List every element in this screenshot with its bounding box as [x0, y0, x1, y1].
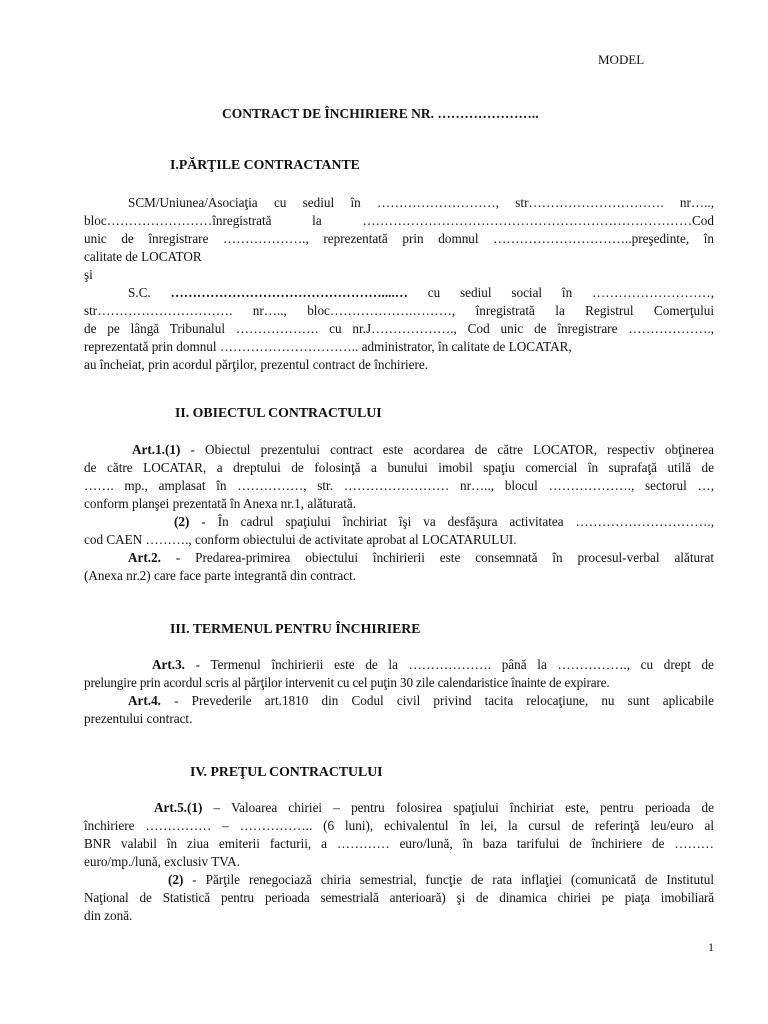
art1-label: Art.1.(1): [132, 442, 181, 457]
section-heading-object: II. OBIECTUL CONTRACTULUI: [175, 405, 382, 420]
art4-text-1: - Prevederile art.1810 din Codul civil privind tacita relocaţiune, nu sunt aplicabile: [160, 693, 714, 708]
art4-line-2: prezentului contract.: [84, 711, 193, 726]
art5-paragraph: [84, 799, 714, 925]
art5-line-5: [84, 871, 714, 889]
parties-line-8: reprezentată prin domnul ………………………….. administrator, în calitate de LOCATAR,: [84, 339, 572, 354]
art1-paragraph: [84, 441, 714, 585]
parties-line-3: unic de înregistrare ………………., reprezentată prin domnul …………………………..preşedinte, în: [84, 231, 714, 246]
parties-line-2: bloc……………………înregistrată la …………………………………………………………………Cod: [84, 213, 714, 228]
art2-line-2: (Anexa nr.2) care face parte integrantă din contract.: [84, 568, 357, 583]
art4-label: Art.4.: [128, 693, 161, 708]
section-heading-parties: I.PĂRŢILE CONTRACTANTE: [170, 157, 360, 172]
parties-paragraph: [84, 194, 714, 374]
sc-label: S.C.: [128, 285, 171, 300]
art3-line-1: [84, 656, 714, 674]
art2-line-1: [84, 549, 714, 567]
art1-line-2: de către LOCATAR, a dreptului de folosinţă a bunului imobil spaţiu comercial în suprafaţă utilă de: [84, 460, 714, 475]
art2-text-1: - Predarea-primirea obiectului închirierii este consemnată în procesul-verbal alăturat: [160, 550, 714, 565]
art5-line-7: din zonă.: [84, 908, 133, 923]
parties-line-5: [84, 284, 714, 302]
art1-line-5: [84, 513, 714, 531]
sc-name-blank: …………………………………………....…: [170, 285, 408, 300]
art4-line-1: [84, 692, 714, 710]
parties-conjunction: şi: [84, 267, 93, 282]
section-heading-term: III. TERMENUL PENTRU ÎNCHIRIERE: [170, 621, 421, 636]
art1-line-6: cod CAEN ………., conform obiectului de activitate aprobat al LOCATARULUI.: [84, 532, 517, 547]
art1-text-5: - În cadrul spaţiului închiriat îşi va desfăşura activitatea ………………………….,: [189, 514, 714, 529]
art1-line-1: [84, 441, 714, 459]
art5-text-1: – Valoarea chiriei – pentru folosirea spaţiului închiriat este, pentru perioada de: [202, 800, 714, 815]
art1-line-3: ……. mp., amplasat în ……………, str. …………………… nr….., blocul ………………., sectorul …,: [84, 478, 714, 493]
art3-label: Art.3.: [152, 657, 185, 672]
model-label: MODEL: [598, 52, 645, 67]
art5-text-5: - Părţile renegociază chiria semestrial, funcţie de rata inflaţiei (comunicată de Institutul: [183, 872, 714, 887]
art5-line-1: [84, 799, 714, 817]
art2-label: Art.2.: [128, 550, 161, 565]
parties-line-7: de pe lângă Tribunalul ………………. cu nr.J………………., Cod unic de înregistrare ……………….,: [84, 321, 714, 336]
page-number: 1: [708, 940, 714, 954]
section-heading-price: IV. PREŢUL CONTRACTULUI: [190, 764, 383, 779]
art3-text-1: - Termenul închirierii este de la ………………. până la ……………., cu drept de: [184, 657, 714, 672]
parties-line-1: SCM/Uniunea/Asociaţia cu sediul în ………………………, str…………………………. nr…..,: [128, 195, 714, 210]
sc-seat: cu sediul social în ………………………,: [407, 285, 714, 300]
art5-line-3: BNR valabil în ziua emiterii facturii, a ………… euro/lună, în baza tarifului de închiriere de ………: [84, 836, 714, 851]
parties-line-9: au încheiat, prin acordul părţilor, prezentul contract de închiriere.: [84, 357, 429, 372]
art1-para2-label: (2): [174, 514, 190, 529]
contract-title: CONTRACT DE ÎNCHIRIERE NR. …………………..: [222, 106, 539, 121]
art3-paragraph: [84, 656, 714, 728]
parties-line-4: calitate de LOCATOR: [84, 249, 202, 264]
art1-line-4: conform planşei prezentată în Anexa nr.1, alăturată.: [84, 496, 357, 511]
art1-text-1: - Obiectul prezentului contract este acordarea de către LOCATOR, respectiv obţinerea: [180, 442, 714, 457]
art3-line-2: prelungire prin acordul scris al părţilor intervenit cu cel puţin 30 zile calendaristice înainte de expirare.: [84, 675, 610, 690]
art5-line-6: Naţional de Statistică pentru perioada semestrială anterioară) şi de dinamica chiriei pe piaţa imobiliară: [84, 890, 714, 905]
art5-line-4: euro/mp./lună, exclusiv TVA.: [84, 854, 240, 869]
art5-line-2: închiriere …………… – …………….. (6 luni), echivalentul în lei, la cursul de referinţă leu/euro al: [84, 818, 714, 833]
parties-line-6: str…………………………. nr….., bloc……………….………, înregistrată la Registrul Comerţului: [84, 303, 714, 318]
art5-label: Art.5.(1): [154, 800, 203, 815]
art5-para2-label: (2): [168, 872, 184, 887]
